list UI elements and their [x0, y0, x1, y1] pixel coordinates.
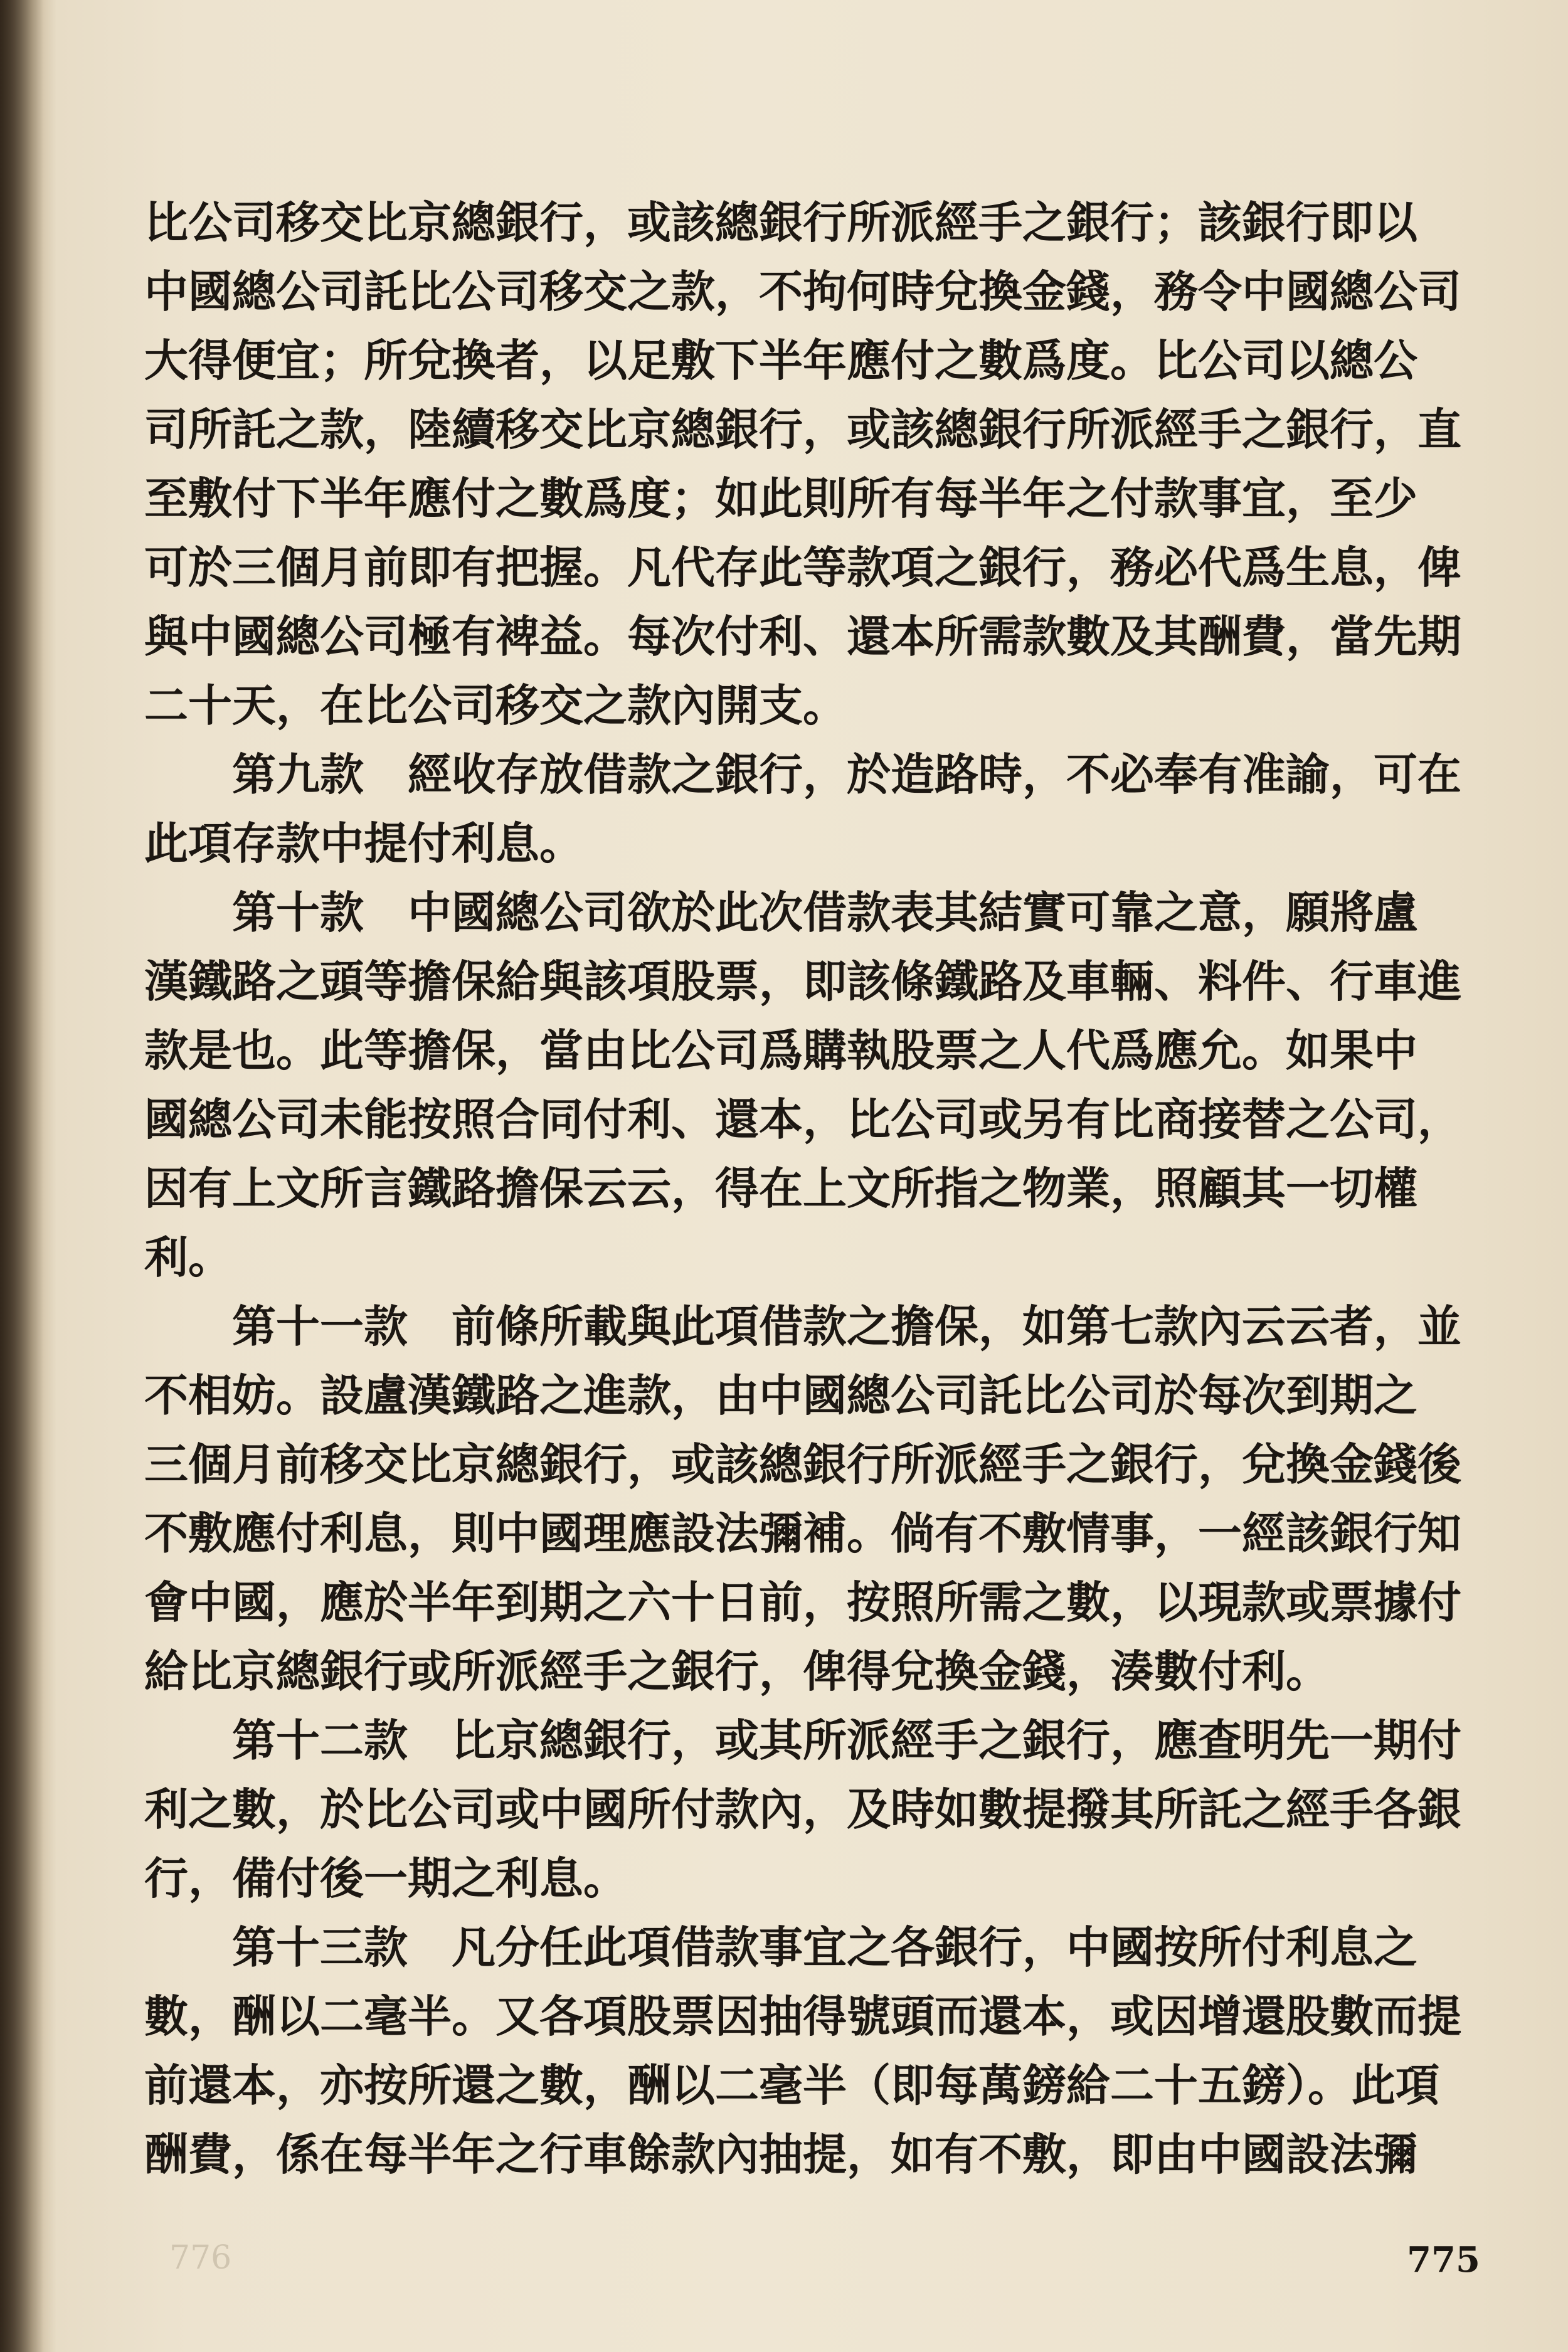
- text-line: 不相妨。設盧漢鐵路之進款，由中國總公司託比公司於每次到期之: [144, 1369, 1417, 1421]
- text-line: 前還本，亦按所還之數，酬以二毫半（即每萬鎊給二十五鎊）。此項: [144, 2059, 1439, 2111]
- text-line: 第十二款 比京總銀行，或其所派經手之銀行，應查明先一期付: [232, 1714, 1461, 1766]
- text-line: 第十一款 前條所載與此項借款之擔保，如第七款內云云者，並: [232, 1300, 1461, 1352]
- bleed-through-page-number: 776: [169, 2239, 232, 2277]
- text-line: 可於三個月前即有把握。凡代存此等款項之銀行，務必代爲生息，俾: [144, 541, 1461, 593]
- text-line: 不敷應付利息，則中國理應設法彌補。倘有不敷情事，一經該銀行知: [144, 1507, 1461, 1559]
- text-line: 中國總公司託比公司移交之款，不拘何時兌換金錢，務令中國總公司: [144, 265, 1461, 317]
- text-line: 二十天，在比公司移交之款內開支。: [144, 679, 847, 731]
- text-line: 利。: [144, 1231, 232, 1283]
- text-line: 會中國，應於半年到期之六十日前，按照所需之數，以現款或票據付: [144, 1576, 1461, 1628]
- text-line: 至敷付下半年應付之數爲度；如此則所有每半年之付款事宜，至少: [144, 472, 1417, 524]
- text-line: 與中國總公司極有裨益。每次付利、還本所需款數及其酬費，當先期: [144, 610, 1461, 662]
- text-line: 因有上文所言鐵路擔保云云，得在上文所指之物業，照顧其一切權: [144, 1162, 1417, 1214]
- text-line: 第十款 中國總公司欲於此次借款表其結實可靠之意，願將盧: [232, 886, 1417, 938]
- page-footer: [0, 2227, 1568, 2302]
- page-number: 775: [1407, 2239, 1480, 2280]
- text-line: 三個月前移交比京總銀行，或該總銀行所派經手之銀行，兌換金錢後: [144, 1438, 1461, 1490]
- text-line: 利之數，於比公司或中國所付款內，及時如數提撥其所託之經手各銀: [144, 1783, 1461, 1835]
- text-line: 國總公司未能按照合同付利、還本，比公司或另有比商接替之公司，: [144, 1093, 1461, 1145]
- text-line: 漢鐵路之頭等擔保給與該項股票，即該條鐵路及車輛、料件、行車進: [144, 955, 1461, 1007]
- text-line: 款是也。此等擔保，當由比公司爲購執股票之人代爲應允。如果中: [144, 1024, 1417, 1076]
- text-line: 行，備付後一期之利息。: [144, 1852, 627, 1904]
- book-spine-shadow: [0, 0, 44, 2352]
- text-line: 酬費，係在每半年之行車餘款內抽提，如有不敷，即由中國設法彌: [144, 2128, 1417, 2180]
- body-text: [144, 188, 1505, 2189]
- text-line: 大得便宜；所兌換者，以足敷下半年應付之數爲度。比公司以總公: [144, 334, 1417, 386]
- text-line: 此項存款中提付利息。: [144, 817, 583, 869]
- text-line: 第十三款 凡分任此項借款事宜之各銀行，中國按所付利息之: [232, 1921, 1417, 1973]
- text-line: 比公司移交比京總銀行，或該總銀行所派經手之銀行；該銀行即以: [144, 196, 1417, 248]
- text-line: 給比京總銀行或所派經手之銀行，俾得兌換金錢，湊數付利。: [144, 1645, 1330, 1697]
- text-line: 第九款 經收存放借款之銀行，於造路時，不必奉有准諭，可在: [232, 748, 1461, 800]
- text-line: 司所託之款，陸續移交比京總銀行，或該總銀行所派經手之銀行，直: [144, 403, 1461, 455]
- text-line: 數，酬以二毫半。又各項股票因抽得號頭而還本，或因增還股數而提: [144, 1990, 1461, 2042]
